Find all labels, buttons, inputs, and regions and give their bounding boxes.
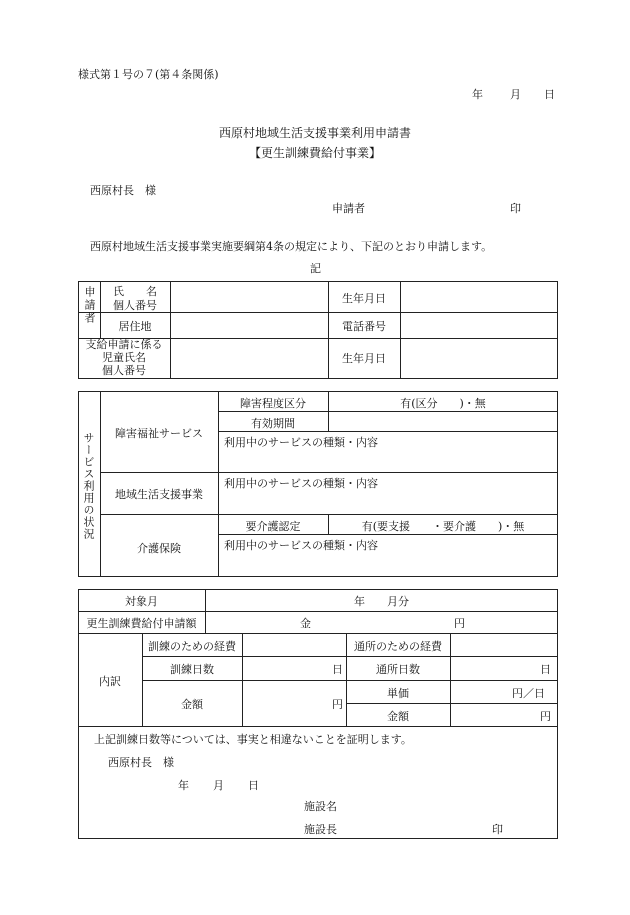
amount-label: 更生訓練費給付申請額	[86, 617, 197, 630]
commute-amount-label: 金額	[387, 710, 409, 723]
care-cert-value: 有(要支援 ・要介護 )・無	[361, 520, 525, 533]
commute-amount-yen: 円	[540, 710, 551, 723]
facility-head-seal: 印	[492, 823, 503, 836]
name-label: 氏 名	[113, 285, 157, 298]
date-month: 月	[510, 88, 521, 101]
dob-label: 生年月日	[342, 292, 386, 305]
addressee: 西原村長 様	[90, 184, 156, 197]
training-amount-yen: 円	[332, 698, 343, 711]
validity-label: 有効期間	[251, 417, 295, 430]
certify-date-year: 年	[178, 779, 189, 792]
disability-class-label: 障害程度区分	[240, 397, 306, 410]
date-year: 年	[472, 88, 483, 101]
document-title: 西原村地域生活支援事業利用申請書	[218, 126, 411, 140]
amount-yen: 円	[454, 617, 465, 630]
certify-addressee: 西原村長 様	[108, 756, 174, 769]
document-subtitle: 【更生訓練費給付事業】	[248, 146, 381, 160]
address-label: 居住地	[118, 320, 152, 333]
facility-name-label: 施設名	[304, 800, 337, 813]
care-cert-label: 要介護認定	[245, 520, 301, 533]
child-dob-label: 生年月日	[342, 352, 386, 365]
date-day: 日	[544, 88, 555, 101]
certify-date-day: 日	[248, 779, 259, 792]
commute-cost-label: 通所のための経費	[354, 640, 442, 653]
target-month-label: 対象月	[125, 595, 158, 608]
training-days-unit: 日	[332, 663, 343, 676]
service-content-welfare: 利用中のサービスの種類・内容	[224, 436, 378, 449]
applicant-vertical-label: 申請者	[83, 286, 96, 325]
facility-head-label: 施設長	[304, 823, 337, 836]
commute-days-label: 通所日数	[376, 663, 420, 676]
applicant-label: 申請者	[332, 202, 365, 215]
intro-text: 西原村地域生活支援事業実施要綱第4条の規定により、下記のとおり申請します。	[90, 240, 493, 253]
child-label: 支給申請に係る 児童氏名 個人番号	[85, 338, 163, 377]
applicant-seal: 印	[510, 202, 521, 215]
community-support-label: 地域生活支援事業	[115, 488, 203, 501]
unit-price-per-day: 円／日	[512, 687, 545, 700]
kin-label: 金	[300, 617, 311, 630]
commute-days-unit: 日	[540, 663, 551, 676]
disability-class-value: 有(区分 )・無	[400, 397, 486, 410]
welfare-service-label: 障害福祉サービス	[115, 427, 203, 440]
certify-date-month: 月	[213, 779, 224, 792]
ki-label: 記	[310, 262, 321, 275]
phone-label: 電話番号	[342, 320, 386, 333]
certify-text: 上記訓練日数等については、事実と相違ないことを証明します。	[94, 733, 412, 746]
service-content-care: 利用中のサービスの種類・内容	[224, 539, 378, 552]
target-month-value: 年 月分	[354, 595, 409, 608]
service-usage-vertical-label: サービス利用の状況	[82, 432, 95, 540]
training-days-label: 訓練日数	[170, 663, 214, 676]
training-cost-label: 訓練のための経費	[148, 640, 236, 653]
service-content-community: 利用中のサービスの種類・内容	[224, 477, 378, 490]
care-insurance-label: 介護保険	[137, 542, 181, 555]
form-number: 様式第１号の７(第４条関係)	[78, 68, 219, 81]
breakdown-label: 内訳	[99, 675, 121, 688]
mynumber-label: 個人番号	[113, 299, 157, 312]
unit-price-label: 単価	[387, 687, 409, 700]
training-amount-label: 金額	[181, 698, 203, 711]
